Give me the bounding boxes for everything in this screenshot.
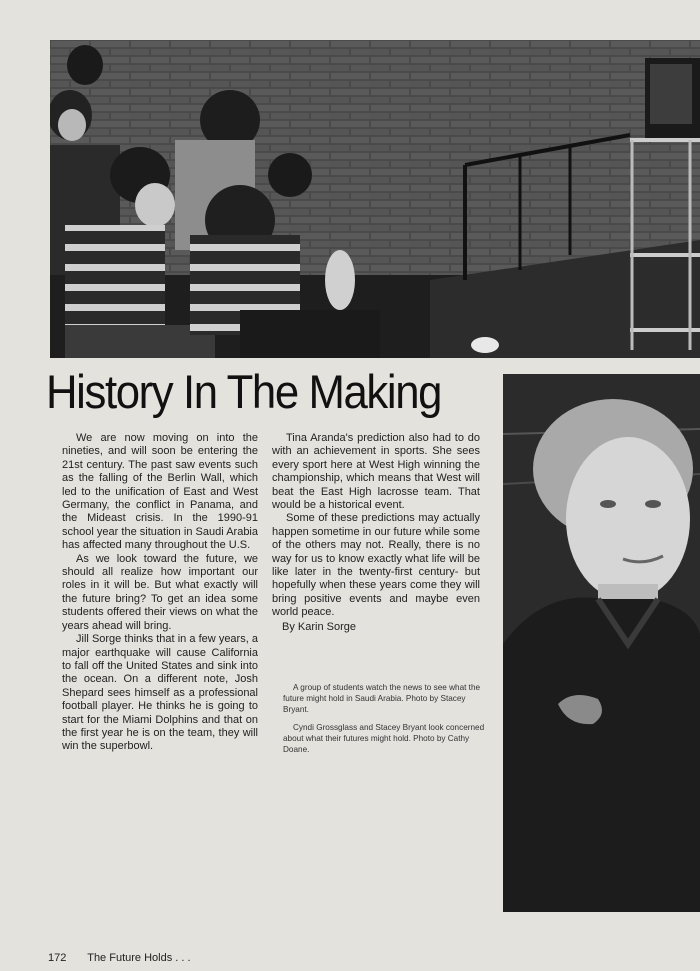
photo-students-watching-news	[50, 40, 700, 358]
paragraph: We are now moving on into the nineties, and will soon be entering the 21st century. The past saw events such as the falling of the Berlin Wall, which led to the unification of East and West Germany, the conflict in Panama, and the Mideast crisis. In the 1990-91 school year the situation in Saudi Arabia has affected many throughout the U.S.	[62, 432, 258, 552]
photo-captions	[283, 682, 493, 762]
article-column-right	[272, 432, 480, 634]
page-footer	[48, 952, 191, 964]
byline: By Karin Sorge	[282, 620, 356, 633]
paragraph: As we look toward the future, we should all realize how important our roles in it will be. But what exactly will the future bring? To get an idea some students offered their views on what the years ahead will bring.	[62, 552, 258, 632]
photo-student-portrait	[503, 374, 700, 912]
caption: Cyndi Grossglass and Stacey Bryant look concerned about what their futures might hold. Photo by Cathy Doane.	[283, 723, 485, 754]
page-number: 172	[48, 952, 67, 964]
caption: A group of students watch the news to see what the future might hold in Saudi Arabia. Photo by Stacey Bryant.	[283, 683, 481, 714]
section-title: The Future Holds . . .	[87, 952, 191, 964]
paragraph: Some of these predictions may actually happen sometime in our future while some of the others may not. Really, there is no way for us to know exactly what life will be like later in the twenty-first century- but hopefully when these years come they will bring positive events and maybe even world peace.	[272, 512, 480, 619]
paragraph: Tina Aranda's prediction also had to do with an achievement in sports. She sees every sport here at West High winning the championship, which means that West will beat the East High lacrosse team. That would be a historical event.	[272, 432, 480, 512]
article-headline: History In The Making	[46, 365, 442, 418]
article-column-left	[62, 432, 258, 754]
paragraph: Jill Sorge thinks that in a few years, a major earthquake will cause California to fall off the United States and sink into the ocean. On a different note, Josh Shepard sees himself as a professional football player. He thinks he is going to start for the Miami Dolphins and that on the first year he is on the team, they will win the superbowl.	[62, 633, 258, 753]
